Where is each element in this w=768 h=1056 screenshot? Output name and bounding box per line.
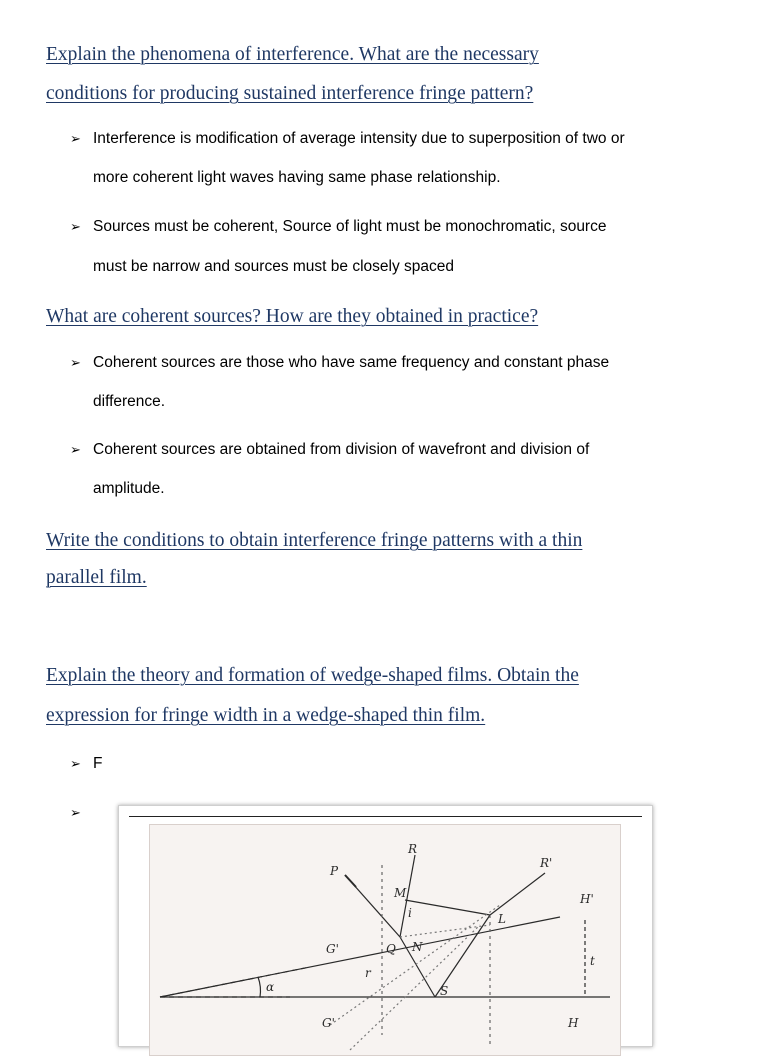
bullet-text-line-2: amplitude.	[93, 480, 165, 497]
alpha-arc	[258, 977, 260, 997]
bullet-arrow-icon: ➢	[70, 756, 81, 771]
label-angle-i: i	[408, 906, 412, 920]
label-Q: Q	[386, 942, 396, 956]
bullet-arrow-icon: ➢	[70, 355, 81, 370]
incident-arrow	[345, 875, 356, 887]
wedge-film-figure	[118, 805, 653, 1047]
question-1-line-1: Explain the phenomena of interference. What are the necessary	[46, 44, 539, 65]
label-M: M	[394, 886, 407, 900]
construction-line-1	[330, 905, 500, 1025]
perpendicular-ML	[405, 900, 490, 915]
bullet-arrow-icon: ➢	[70, 131, 81, 146]
wedge-film-diagram	[149, 824, 621, 1056]
bullet-text-line-1: Interference is modification of average intensity due to superposition of two or	[93, 130, 625, 147]
label-P: P	[330, 864, 339, 878]
bullet-text-line-2: more coherent light waves having same phase relationship.	[93, 169, 501, 186]
label-G-prime: G'	[326, 942, 339, 956]
label-H: H	[568, 1016, 579, 1030]
question-2: What are coherent sources? How are they obtained in practice?	[46, 306, 539, 327]
label-t: t	[590, 954, 595, 968]
label-L: L	[498, 912, 506, 926]
upper-plate-line	[160, 917, 560, 997]
upper-plate-dashed	[160, 967, 310, 997]
bullet-text-line-2: must be narrow and sources must be closely spaced	[93, 258, 454, 275]
question-3-line-2: parallel film.	[46, 567, 147, 588]
label-alpha: α	[266, 980, 275, 994]
label-G-double: G'	[322, 1016, 335, 1030]
question-3-line-1: Write the conditions to obtain interference fringe patterns with a thin	[46, 530, 583, 551]
bullet-arrow-icon: ➢	[70, 442, 81, 457]
label-R-prime: R'	[540, 856, 553, 870]
label-S: S	[440, 984, 449, 998]
bullet-text-line-1: Sources must be coherent, Source of light must be monochromatic, source	[93, 218, 607, 235]
bullet-text-line-1: F	[93, 755, 103, 772]
bullet-text-line-1: Coherent sources are obtained from division of wavefront and division of	[93, 441, 590, 458]
question-1-line-2: conditions for producing sustained interference fringe pattern?	[46, 83, 534, 104]
label-N: N	[412, 940, 423, 954]
wedge-diagram-svg	[150, 825, 620, 1055]
figure-top-rule	[129, 816, 642, 817]
label-R: R	[408, 842, 418, 856]
bullet-arrow-icon: ➢	[70, 805, 81, 820]
label-H-prime: H'	[580, 892, 594, 906]
question-4-line-2: expression for fringe width in a wedge-shaped thin film.	[46, 705, 486, 726]
label-r: r	[365, 966, 371, 980]
bullet-arrow-icon: ➢	[70, 219, 81, 234]
question-4-line-1: Explain the theory and formation of wedge-shaped films. Obtain the	[46, 665, 579, 686]
bullet-text-line-2: difference.	[93, 393, 166, 410]
emergent-ray-R-prime	[490, 873, 545, 915]
bullet-text-line-1: Coherent sources are those who have same frequency and constant phase	[93, 354, 610, 371]
